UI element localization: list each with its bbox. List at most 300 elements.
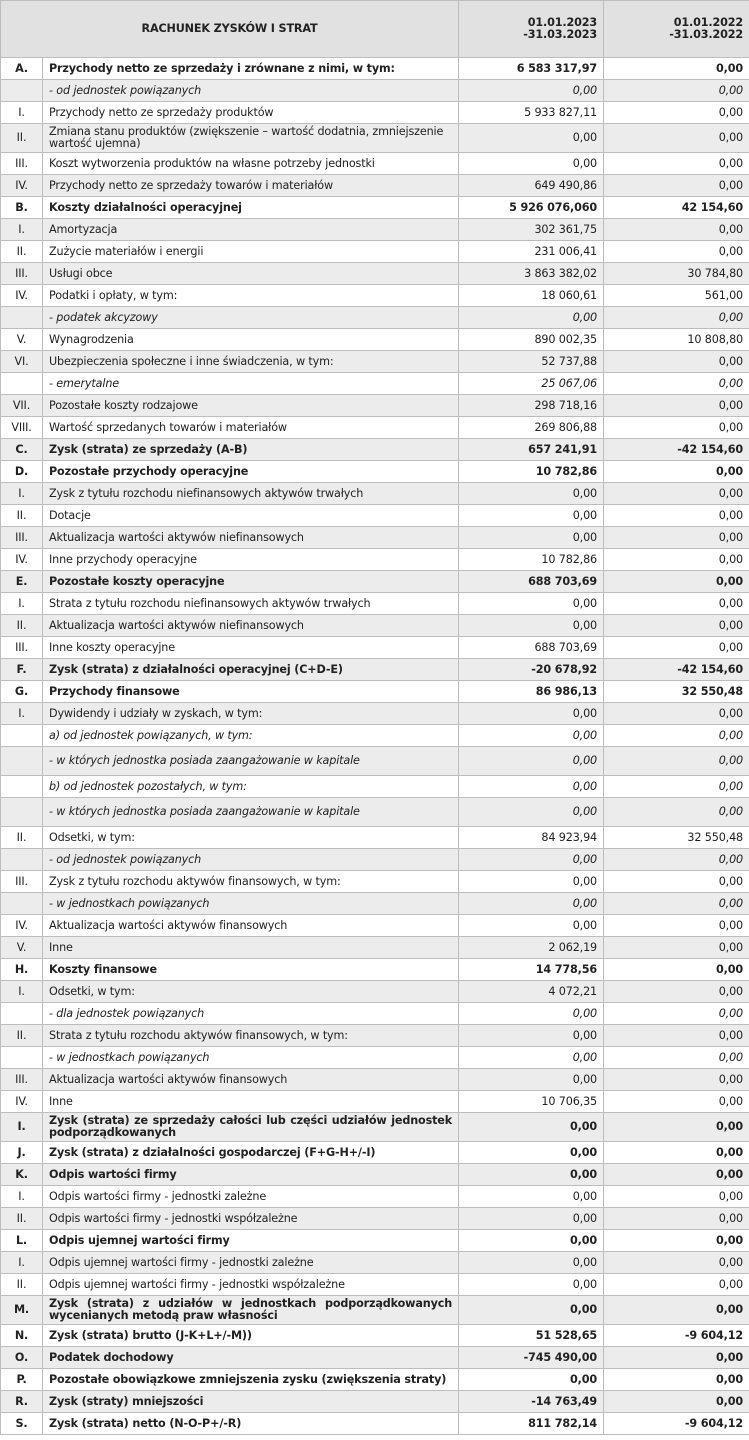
value-2022: 0,00 (604, 981, 749, 1003)
table-row (1, 1003, 749, 1025)
value-2023: 0,00 (459, 703, 604, 725)
row-label: I. (1, 1113, 43, 1142)
value-2023: 0,00 (459, 915, 604, 937)
row-description: Zysk z tytułu rozchodu aktywów finansowych, w tym: (43, 871, 459, 893)
value-2022: 0,00 (604, 871, 749, 893)
row-description: Przychody netto ze sprzedaży i zrównane z nimi, w tym: (43, 58, 459, 80)
row-description: Inne przychody operacyjne (43, 549, 459, 571)
value-2022: 0,00 (604, 1274, 749, 1296)
table-row (1, 527, 749, 549)
value-2023: 0,00 (459, 1208, 604, 1230)
value-2023: 0,00 (459, 1252, 604, 1274)
row-description: b) od jednostek pozostałych, w tym: (43, 776, 459, 798)
table-row (1, 1391, 749, 1413)
period-2022-start: 01.01.2022 (673, 16, 744, 29)
table-row (1, 197, 749, 219)
row-label: A. (1, 58, 43, 80)
value-2023: 52 737,88 (459, 351, 604, 373)
value-2023: 298 718,16 (459, 395, 604, 417)
value-2023: 0,00 (459, 893, 604, 915)
value-2022: 0,00 (604, 153, 749, 175)
row-description: Inne koszty operacyjne (43, 637, 459, 659)
table-row (1, 915, 749, 937)
row-label: K. (1, 1164, 43, 1186)
table-row (1, 1413, 749, 1435)
value-2022: 0,00 (604, 915, 749, 937)
table-row (1, 798, 749, 827)
table-row (1, 893, 749, 915)
value-2022: 32 550,48 (604, 681, 749, 703)
table-row (1, 959, 749, 981)
row-label (1, 776, 43, 798)
table-row (1, 461, 749, 483)
value-2022: 0,00 (604, 1142, 749, 1164)
value-2023: 0,00 (459, 1274, 604, 1296)
value-2022: 561,00 (604, 285, 749, 307)
value-2022: 0,00 (604, 1347, 749, 1369)
table-row (1, 871, 749, 893)
row-label: III. (1, 153, 43, 175)
value-2022: 0,00 (604, 1164, 749, 1186)
value-2022: 0,00 (604, 351, 749, 373)
value-2023: 0,00 (459, 1186, 604, 1208)
table-row (1, 1113, 749, 1142)
value-2022: 0,00 (604, 373, 749, 395)
value-2023: 688 703,69 (459, 637, 604, 659)
row-label: I. (1, 483, 43, 505)
row-label: II. (1, 505, 43, 527)
row-label: II. (1, 615, 43, 637)
row-label (1, 307, 43, 329)
table-row (1, 1296, 749, 1325)
row-description: Pozostałe przychody operacyjne (43, 461, 459, 483)
table-row (1, 80, 749, 102)
row-label: N. (1, 1325, 43, 1347)
row-label: III. (1, 871, 43, 893)
row-label (1, 747, 43, 776)
table-row (1, 615, 749, 637)
value-2022: 0,00 (604, 102, 749, 124)
table-row (1, 1208, 749, 1230)
row-description: Podatek dochodowy (43, 1347, 459, 1369)
value-2022: 0,00 (604, 1047, 749, 1069)
value-2023: 0,00 (459, 615, 604, 637)
period-2023-header (459, 1, 604, 58)
value-2023: 0,00 (459, 776, 604, 798)
row-label (1, 725, 43, 747)
period-2023-end: -31.03.2023 (523, 28, 598, 41)
value-2022: 0,00 (604, 395, 749, 417)
table-row (1, 1025, 749, 1047)
row-label: III. (1, 527, 43, 549)
table-row (1, 725, 749, 747)
value-2023: 231 006,41 (459, 241, 604, 263)
row-description: Zysk (straty) mniejszości (43, 1391, 459, 1413)
row-description: Podatki i opłaty, w tym: (43, 285, 459, 307)
row-description: Pozostałe koszty rodzajowe (43, 395, 459, 417)
row-label: II. (1, 1025, 43, 1047)
table-row (1, 1047, 749, 1069)
row-label: P. (1, 1369, 43, 1391)
value-2022: 0,00 (604, 1113, 749, 1142)
row-label: E. (1, 571, 43, 593)
period-2022-header (604, 1, 749, 58)
table-row (1, 681, 749, 703)
row-description: a) od jednostek powiązanych, w tym: (43, 725, 459, 747)
value-2022: 0,00 (604, 1003, 749, 1025)
row-label: I. (1, 981, 43, 1003)
value-2022: 0,00 (604, 1391, 749, 1413)
row-description: - w których jednostka posiada zaangażowanie w kapitale (43, 747, 459, 776)
row-label (1, 80, 43, 102)
row-description: Odsetki, w tym: (43, 827, 459, 849)
row-label: J. (1, 1142, 43, 1164)
value-2023: 3 863 382,02 (459, 263, 604, 285)
value-2022: 0,00 (604, 1369, 749, 1391)
value-2023: 688 703,69 (459, 571, 604, 593)
value-2023: 14 778,56 (459, 959, 604, 981)
row-label: B. (1, 197, 43, 219)
row-label: VII. (1, 395, 43, 417)
table-row (1, 175, 749, 197)
value-2023: 25 067,06 (459, 373, 604, 395)
value-2023: 0,00 (459, 593, 604, 615)
value-2023: 0,00 (459, 1025, 604, 1047)
row-label: S. (1, 1413, 43, 1435)
table-row (1, 1164, 749, 1186)
row-label (1, 1003, 43, 1025)
statement-title: RACHUNEK ZYSKÓW I STRAT (1, 1, 459, 58)
value-2022: 0,00 (604, 937, 749, 959)
row-label (1, 849, 43, 871)
table-row (1, 1274, 749, 1296)
row-description: Inne (43, 937, 459, 959)
table-row (1, 1091, 749, 1113)
row-description: Ubezpieczenia społeczne i inne świadczenia, w tym: (43, 351, 459, 373)
row-label: III. (1, 637, 43, 659)
row-label: II. (1, 124, 43, 153)
row-label: II. (1, 1208, 43, 1230)
row-label: II. (1, 827, 43, 849)
row-description: Odsetki, w tym: (43, 981, 459, 1003)
value-2023: 4 072,21 (459, 981, 604, 1003)
row-label: I. (1, 219, 43, 241)
row-description: Przychody finansowe (43, 681, 459, 703)
value-2023: 0,00 (459, 1047, 604, 1069)
row-label: I. (1, 593, 43, 615)
row-label: G. (1, 681, 43, 703)
table-row (1, 263, 749, 285)
table-row (1, 373, 749, 395)
value-2022: 0,00 (604, 798, 749, 827)
value-2022: 0,00 (604, 776, 749, 798)
row-description: Zysk (strata) ze sprzedaży (A-B) (43, 439, 459, 461)
value-2022: 0,00 (604, 241, 749, 263)
value-2023: 10 706,35 (459, 1091, 604, 1113)
value-2022: -42 154,60 (604, 659, 749, 681)
value-2023: 5 926 076,060 (459, 197, 604, 219)
table-row (1, 1347, 749, 1369)
row-description: Aktualizacja wartości aktywów niefinansowych (43, 615, 459, 637)
period-2022-end: -31.03.2022 (669, 28, 744, 41)
row-label (1, 1047, 43, 1069)
row-label: VI. (1, 351, 43, 373)
value-2022: 0,00 (604, 80, 749, 102)
table-row (1, 102, 749, 124)
value-2022: 0,00 (604, 1025, 749, 1047)
value-2023: 0,00 (459, 124, 604, 153)
statement-rows (1, 58, 749, 1435)
row-label: O. (1, 1347, 43, 1369)
value-2023: 649 490,86 (459, 175, 604, 197)
value-2022: -42 154,60 (604, 439, 749, 461)
table-row (1, 549, 749, 571)
value-2023: 84 923,94 (459, 827, 604, 849)
row-label: I. (1, 1186, 43, 1208)
table-row (1, 285, 749, 307)
row-description: Odpis wartości firmy (43, 1164, 459, 1186)
value-2023: 269 806,88 (459, 417, 604, 439)
value-2023: 0,00 (459, 871, 604, 893)
row-description: - w których jednostka posiada zaangażowanie w kapitale (43, 798, 459, 827)
value-2023: 890 002,35 (459, 329, 604, 351)
value-2022: -9 604,12 (604, 1325, 749, 1347)
value-2023: 0,00 (459, 849, 604, 871)
value-2023: 0,00 (459, 1069, 604, 1091)
table-row (1, 827, 749, 849)
row-description: Przychody netto ze sprzedaży towarów i materiałów (43, 175, 459, 197)
row-label: II. (1, 241, 43, 263)
value-2023: 0,00 (459, 1296, 604, 1325)
value-2022: 0,00 (604, 1230, 749, 1252)
row-description: - w jednostkach powiązanych (43, 893, 459, 915)
row-description: Zmiana stanu produktów (zwiększenie – wartość dodatnia, zmniejszenie wartość ujemna) (43, 124, 459, 153)
value-2022: 0,00 (604, 1186, 749, 1208)
value-2023: 0,00 (459, 747, 604, 776)
value-2023: 0,00 (459, 307, 604, 329)
table-row (1, 1230, 749, 1252)
row-label (1, 373, 43, 395)
row-description: Pozostałe koszty operacyjne (43, 571, 459, 593)
value-2023: 0,00 (459, 505, 604, 527)
value-2022: 0,00 (604, 527, 749, 549)
value-2022: 0,00 (604, 615, 749, 637)
value-2022: 0,00 (604, 1069, 749, 1091)
table-row (1, 329, 749, 351)
table-row (1, 241, 749, 263)
row-label: III. (1, 1069, 43, 1091)
table-row (1, 937, 749, 959)
table-header-row (1, 1, 749, 58)
value-2022: 0,00 (604, 637, 749, 659)
table-row (1, 776, 749, 798)
row-description: Odpis wartości firmy - jednostki zależne (43, 1186, 459, 1208)
row-description: Zysk (strata) brutto (J-K+L+/-M)) (43, 1325, 459, 1347)
value-2023: 0,00 (459, 725, 604, 747)
table-row (1, 1369, 749, 1391)
row-label: C. (1, 439, 43, 461)
row-description: - dla jednostek powiązanych (43, 1003, 459, 1025)
value-2023: 5 933 827,11 (459, 102, 604, 124)
value-2022: 0,00 (604, 1091, 749, 1113)
value-2023: 0,00 (459, 527, 604, 549)
row-description: Koszt wytworzenia produktów na własne potrzeby jednostki (43, 153, 459, 175)
table-row (1, 593, 749, 615)
value-2023: 51 528,65 (459, 1325, 604, 1347)
value-2023: 0,00 (459, 1142, 604, 1164)
table-row (1, 124, 749, 153)
value-2023: 86 986,13 (459, 681, 604, 703)
row-label: I. (1, 1252, 43, 1274)
table-row (1, 1142, 749, 1164)
table-row (1, 351, 749, 373)
value-2022: 0,00 (604, 219, 749, 241)
value-2022: 42 154,60 (604, 197, 749, 219)
row-label: M. (1, 1296, 43, 1325)
value-2022: 0,00 (604, 124, 749, 153)
row-description: Zysk (strata) z działalności gospodarczej (F+G-H+/-I) (43, 1142, 459, 1164)
row-description: Koszty działalności operacyjnej (43, 197, 459, 219)
row-description: Zysk (strata) ze sprzedaży całości lub części udziałów jednostek podporządkowanych (43, 1113, 459, 1142)
row-label: IV. (1, 285, 43, 307)
value-2022: 0,00 (604, 1208, 749, 1230)
row-description: - podatek akcyzowy (43, 307, 459, 329)
value-2023: 18 060,61 (459, 285, 604, 307)
row-label: V. (1, 937, 43, 959)
row-description: Odpis ujemnej wartości firmy - jednostki zależne (43, 1252, 459, 1274)
row-label: F. (1, 659, 43, 681)
row-description: Zysk (strata) z działalności operacyjnej (C+D-E) (43, 659, 459, 681)
value-2022: 0,00 (604, 593, 749, 615)
row-description: Amortyzacja (43, 219, 459, 241)
table-row (1, 981, 749, 1003)
row-description: Przychody netto ze sprzedaży produktów (43, 102, 459, 124)
value-2023: 657 241,91 (459, 439, 604, 461)
row-description: - w jednostkach powiązanych (43, 1047, 459, 1069)
row-description: Pozostałe obowiązkowe zmniejszenia zysku (zwiększenia straty) (43, 1369, 459, 1391)
row-label: L. (1, 1230, 43, 1252)
row-label: IV. (1, 175, 43, 197)
row-label: VIII. (1, 417, 43, 439)
row-description: Inne (43, 1091, 459, 1113)
row-label: I. (1, 703, 43, 725)
value-2023: 0,00 (459, 1113, 604, 1142)
value-2022: 0,00 (604, 571, 749, 593)
row-description: Zysk (strata) z udziałów w jednostkach podporządkowanych wycenianych metodą praw własności (43, 1296, 459, 1325)
value-2022: 0,00 (604, 58, 749, 80)
value-2023: -14 763,49 (459, 1391, 604, 1413)
value-2022: 0,00 (604, 461, 749, 483)
row-description: Odpis wartości firmy - jednostki współzależne (43, 1208, 459, 1230)
value-2022: 0,00 (604, 849, 749, 871)
row-description: - od jednostek powiązanych (43, 80, 459, 102)
value-2023: 10 782,86 (459, 461, 604, 483)
table-row (1, 153, 749, 175)
value-2022: -9 604,12 (604, 1413, 749, 1435)
value-2022: 0,00 (604, 505, 749, 527)
row-label: D. (1, 461, 43, 483)
table-row (1, 58, 749, 80)
table-row (1, 307, 749, 329)
table-row (1, 703, 749, 725)
row-label: IV. (1, 915, 43, 937)
row-description: Wartość sprzedanych towarów i materiałów (43, 417, 459, 439)
row-description: Zysk (strata) netto (N-O-P+/-R) (43, 1413, 459, 1435)
table-row (1, 1252, 749, 1274)
row-description: Aktualizacja wartości aktywów finansowych (43, 1069, 459, 1091)
row-label: IV. (1, 549, 43, 571)
row-label (1, 798, 43, 827)
table-row (1, 637, 749, 659)
row-description: Odpis ujemnej wartości firmy - jednostki współzależne (43, 1274, 459, 1296)
row-label: V. (1, 329, 43, 351)
row-description: Zużycie materiałów i energii (43, 241, 459, 263)
value-2022: 0,00 (604, 483, 749, 505)
row-label: R. (1, 1391, 43, 1413)
value-2023: -20 678,92 (459, 659, 604, 681)
row-label: H. (1, 959, 43, 981)
value-2023: 0,00 (459, 798, 604, 827)
value-2023: 0,00 (459, 1369, 604, 1391)
table-row (1, 439, 749, 461)
row-description: Dotacje (43, 505, 459, 527)
table-row (1, 483, 749, 505)
table-row (1, 1325, 749, 1347)
value-2022: 0,00 (604, 549, 749, 571)
value-2023: 0,00 (459, 1164, 604, 1186)
value-2022: 30 784,80 (604, 263, 749, 285)
value-2023: 0,00 (459, 1230, 604, 1252)
value-2023: 0,00 (459, 80, 604, 102)
table-row (1, 849, 749, 871)
row-description: Strata z tytułu rozchodu niefinansowych aktywów trwałych (43, 593, 459, 615)
row-description: - emerytalne (43, 373, 459, 395)
value-2022: 32 550,48 (604, 827, 749, 849)
value-2023: 0,00 (459, 153, 604, 175)
row-label (1, 893, 43, 915)
value-2022: 0,00 (604, 1252, 749, 1274)
table-row (1, 505, 749, 527)
value-2023: 2 062,19 (459, 937, 604, 959)
table-row (1, 219, 749, 241)
row-description: Dywidendy i udziały w zyskach, w tym: (43, 703, 459, 725)
row-description: Odpis ujemnej wartości firmy (43, 1230, 459, 1252)
row-label: II. (1, 1274, 43, 1296)
period-2023-start: 01.01.2023 (527, 16, 598, 29)
table-row (1, 1186, 749, 1208)
value-2022: 0,00 (604, 703, 749, 725)
value-2022: 0,00 (604, 747, 749, 776)
value-2023: 0,00 (459, 1003, 604, 1025)
row-label: IV. (1, 1091, 43, 1113)
row-description: - od jednostek powiązanych (43, 849, 459, 871)
row-description: Aktualizacja wartości aktywów finansowych (43, 915, 459, 937)
value-2022: 0,00 (604, 959, 749, 981)
value-2022: 10 808,80 (604, 329, 749, 351)
row-description: Wynagrodzenia (43, 329, 459, 351)
row-label: I. (1, 102, 43, 124)
row-description: Aktualizacja wartości aktywów niefinansowych (43, 527, 459, 549)
table-row (1, 659, 749, 681)
table-row (1, 417, 749, 439)
row-description: Zysk z tytułu rozchodu niefinansowych aktywów trwałych (43, 483, 459, 505)
value-2023: 811 782,14 (459, 1413, 604, 1435)
value-2022: 0,00 (604, 175, 749, 197)
row-description: Strata z tytułu rozchodu aktywów finansowych, w tym: (43, 1025, 459, 1047)
row-description: Koszty finansowe (43, 959, 459, 981)
row-description: Usługi obce (43, 263, 459, 285)
value-2022: 0,00 (604, 417, 749, 439)
